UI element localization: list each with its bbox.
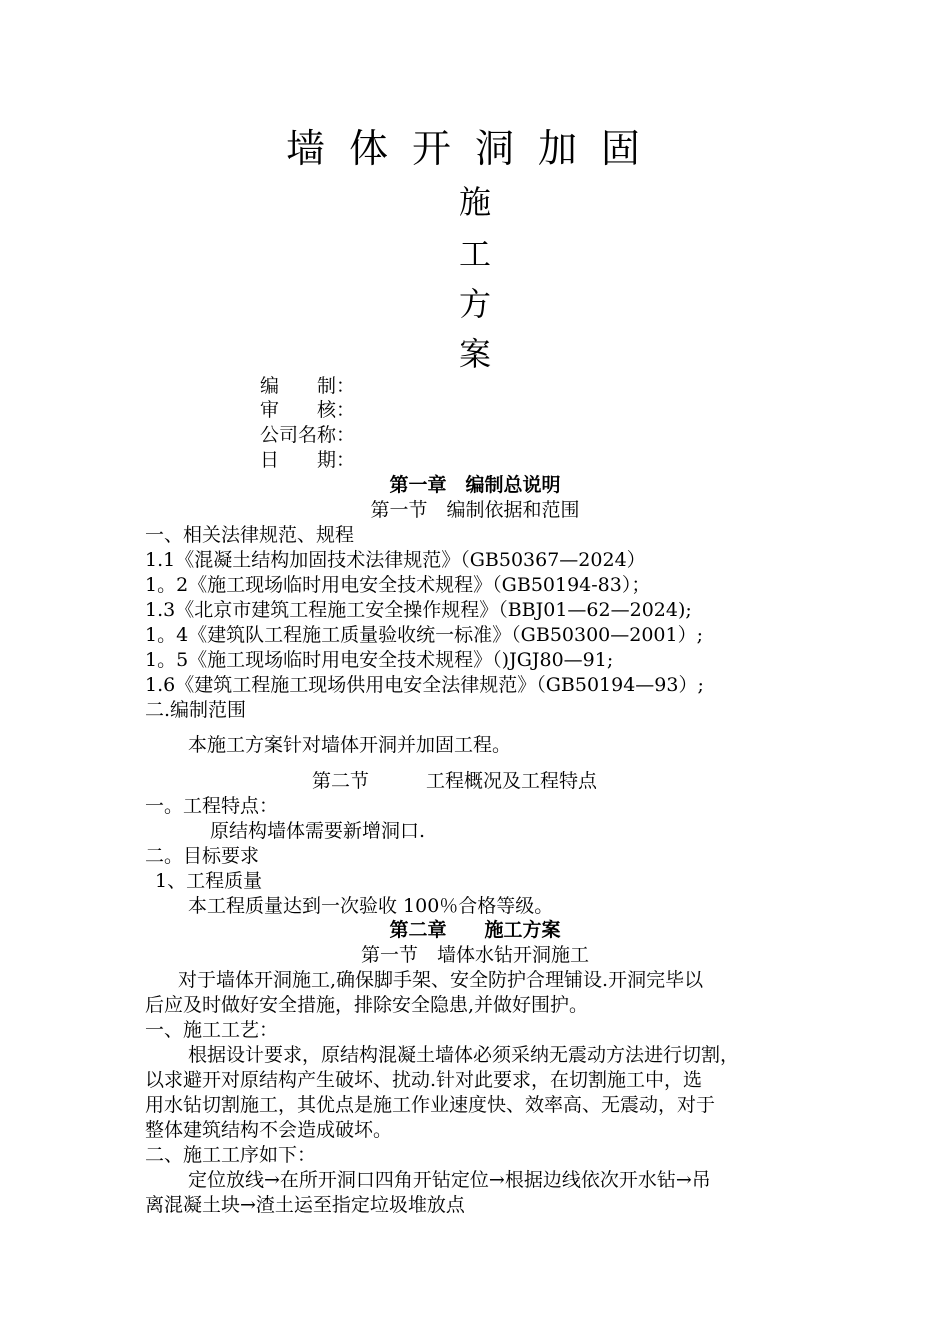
intro-line: 对于墙体开洞施工,确保脚手架、安全防护合理铺设.开洞完毕以 xyxy=(178,969,704,991)
chapter2-section1-title: 第一节 墙体水钻开洞施工 xyxy=(360,944,589,966)
law-item: 1。2《施工现场临时用电安全技术规程》（GB50194-83）； xyxy=(145,574,651,596)
sequence-heading: 二、施工工序如下： xyxy=(145,1144,317,1166)
sequence-line: 定位放线→在所开洞口四角开钻定位→根据边线依次开水钻→吊 xyxy=(188,1169,711,1191)
title-char-4: 案 xyxy=(458,335,491,373)
reviewer-label: 审 核： xyxy=(260,399,356,421)
process-line: 用水钻切割施工，其优点是施工作业速度快、效率高、无震动，对于 xyxy=(145,1094,716,1116)
process-line: 根据设计要求，原结构混凝土墙体必须采纳无震动方法进行切割， xyxy=(188,1044,740,1066)
title-char-2: 工 xyxy=(458,235,491,273)
features-text: 原结构墙体需要新增洞口. xyxy=(210,820,426,842)
scope-heading: 二.编制范围 xyxy=(145,699,247,721)
document-title: 墙体开洞加固 xyxy=(285,127,664,172)
law-item: 1。4《建筑队工程施工质量验收统一标准》（GB50300—2001）; xyxy=(145,624,704,646)
company-label: 公司名称： xyxy=(260,424,356,446)
goals-heading: 二。目标要求 xyxy=(145,845,260,867)
law-item: 1.3《北京市建筑工程施工安全操作规程》（BBJ01—62—2024); xyxy=(145,599,692,621)
intro-line: 后应及时做好安全措施，排除安全隐患,并做好围护。 xyxy=(145,994,589,1016)
law-item: 1。5《施工现场临时用电安全技术规程》（)JGJ80—91; xyxy=(145,649,614,671)
sequence-line: 离混凝土块→渣土运至指定垃圾堆放点 xyxy=(145,1194,465,1216)
law-item: 1.6《建筑工程施工现场供用电安全法律规范》（GB50194—93）; xyxy=(145,674,704,696)
process-line: 整体建筑结构不会造成破坏。 xyxy=(145,1119,393,1141)
chapter1-section2-title: 第二节 工程概况及工程特点 xyxy=(312,770,598,792)
chapter1-title: 第一章 编制总说明 xyxy=(389,474,561,496)
chapter1-section1-title: 第一节 编制依据和范围 xyxy=(370,499,580,521)
law-item: 1.1《混凝土结构加固技术法律规范》（GB50367—2024） xyxy=(145,549,646,571)
title-char-3: 方 xyxy=(458,285,491,323)
date-label: 日 期： xyxy=(260,449,356,471)
quality-text: 本工程质量达到一次验收 100％合格等级。 xyxy=(188,895,554,917)
scope-text: 本施工方案针对墙体开洞并加固工程。 xyxy=(188,734,512,756)
quality-heading: 1、工程质量 xyxy=(155,870,263,892)
laws-heading: 一、相关法律规范、规程 xyxy=(145,524,355,546)
process-heading: 一、施工工艺： xyxy=(145,1019,279,1041)
title-char-1: 施 xyxy=(458,183,491,221)
compiler-label: 编 制： xyxy=(260,375,356,397)
features-heading: 一。工程特点： xyxy=(145,795,279,817)
process-line: 以求避开对原结构产生破坏、扰动.针对此要求，在切割施工中，选 xyxy=(145,1069,703,1091)
chapter2-title: 第二章 施工方案 xyxy=(389,919,561,941)
